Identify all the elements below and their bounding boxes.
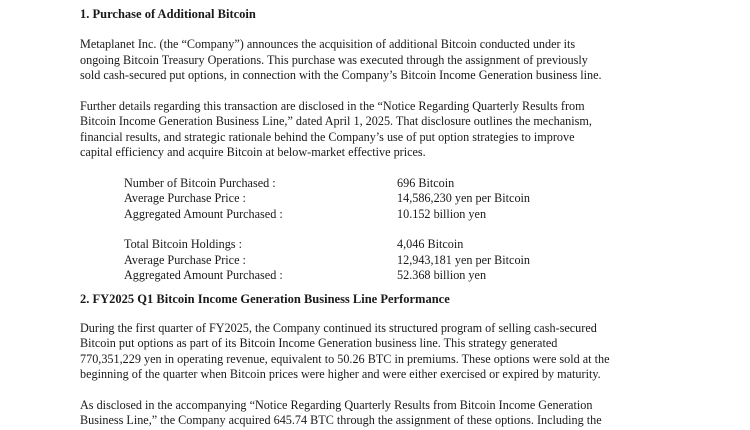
text-line: ongoing Bitcoin Treasury Operations. This purchase was executed through the assignment of previously [80,52,588,67]
section1-paragraph-2 [80,99,670,161]
row-label: Average Purchase Price : [124,191,246,205]
text-line: Metaplanet Inc. (the “Company”) announces the acquisition of additional Bitcoin conducted under its [80,37,576,51]
holdings-details-table [124,237,670,284]
text-line: 770,351,229 yen in operating revenue, equivalent to 50.26 BTC in premiums. These options were sold at the [80,351,610,366]
text-line: Bitcoin Income Generation Business Line,” dated April 1, 2025. That disclosure outlines the mechanism, [80,114,592,128]
row-value: 4,046 Bitcoin [397,237,464,251]
text-line: During the first quarter of FY2025, the Company continued its structured program of selling cash-secured [80,320,597,335]
row-value: 14,586,230 yen per Bitcoin [397,191,531,205]
section2-paragraph-2 [80,398,670,429]
row-value: 696 Bitcoin [397,175,455,190]
document-page [80,6,670,429]
row-label: Aggregated Amount Purchased : [124,206,283,221]
table-row [124,207,670,223]
text-line: financial results, and strategic rationale behind the Company’s use of put option strategies to improve [80,129,575,144]
section2-paragraph-1 [80,321,670,383]
text-line: Bitcoin put options as part of its Bitcoin Income Generation business line. This strategy generated [80,336,558,350]
section2-heading: 2. FY2025 Q1 Bitcoin Income Generation Business Line Performance [80,291,450,306]
table-row [124,253,670,269]
text-line: Business Line,” the Company acquired 645.74 BTC through the assignment of these options. Including the [80,413,602,427]
section1-heading: 1. Purchase of Additional Bitcoin [80,7,256,21]
text-line: capital efficiency and acquire Bitcoin at below-market effective prices. [80,145,426,159]
text-line: As disclosed in the accompanying “Notice Regarding Quarterly Results from Bitcoin Income Generation [80,397,593,412]
table-row [124,237,670,253]
row-label: Number of Bitcoin Purchased : [124,175,276,190]
table-row [124,268,670,284]
table-row [124,176,670,192]
purchase-details-table [124,176,670,223]
row-value: 10.152 billion yen [397,206,487,221]
table-row [124,191,670,207]
row-value: 52.368 billion yen [397,268,487,282]
section1-paragraph-1 [80,37,670,84]
row-label: Aggregated Amount Purchased : [124,268,283,282]
text-line: sold cash-secured put options, in connection with the Company’s Bitcoin Income Generation business line. [80,68,602,82]
text-line: beginning of the quarter when Bitcoin prices were higher and were either exercised or expired by maturity. [80,367,601,381]
row-label: Total Bitcoin Holdings : [124,237,242,251]
row-value: 12,943,181 yen per Bitcoin [397,252,531,267]
text-line: Further details regarding this transaction are disclosed in the “Notice Regarding Quarterly Results from [80,98,585,113]
row-label: Average Purchase Price : [124,252,246,267]
